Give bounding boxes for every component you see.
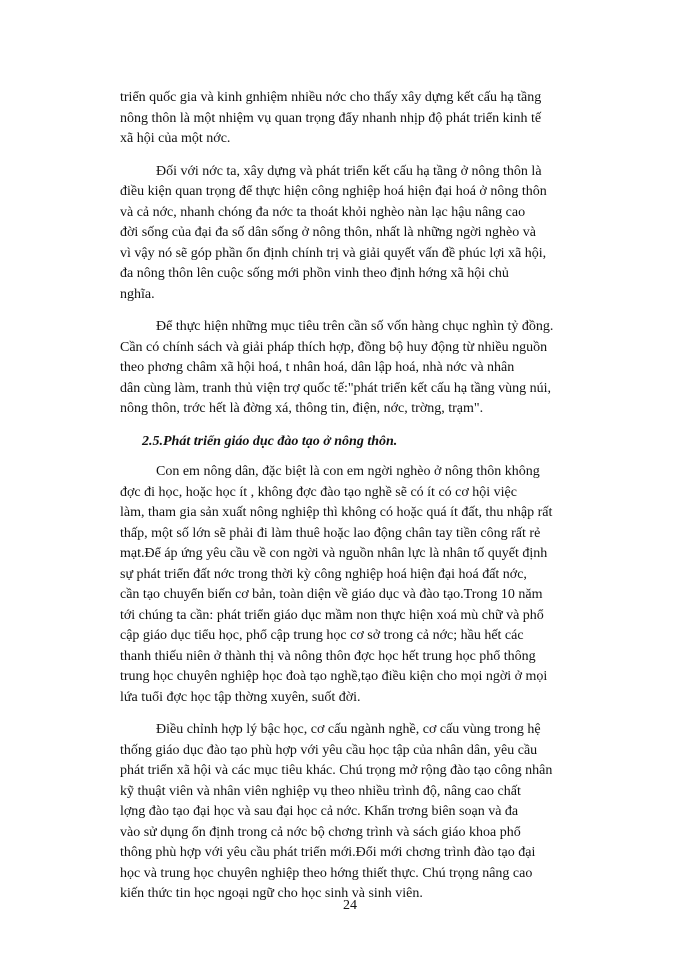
text-line: triển quốc gia và kinh gnhiệm nhiều nớc cho thấy xây dựng kết cấu hạ tầng (120, 90, 542, 105)
paragraph-intro-continuation (120, 88, 648, 150)
text-line: theo phơng châm xã hội hoá, t nhân hoá, dân lập hoá, nhà nớc và nhân (120, 360, 515, 375)
page-number: 24 (343, 898, 357, 913)
text-line: nông thôn là một nhiệm vụ quan trọng đẩy nhanh nhịp độ phát triển kinh tế (120, 110, 542, 126)
text-line: Cần có chính sách và giải pháp thích hợp, đồng bộ huy động từ nhiều nguồn (120, 339, 548, 355)
text-line: tới chúng ta cần: phát triển giáo dục mầm non thực hiện xoá mù chữ và phổ (120, 607, 544, 623)
text-line: nghĩa. (120, 286, 155, 302)
text-line: cần tạo chuyển biến cơ bản, toàn diện về giáo dục và đào tạo.Trong 10 năm (120, 587, 543, 602)
paragraph-infrastructure (120, 162, 648, 306)
text-line: lứa tuổi đợc học tập thờng xuyên, suốt đời. (120, 689, 361, 705)
paragraph-education-structure (120, 720, 648, 905)
text-line: và cả nớc, nhanh chóng đa nớc ta thoát khỏi nghèo nàn lạc hậu nâng cao (120, 204, 526, 220)
text-line: đợc đi học, hoặc học ít , không đợc đào tạo nghề sẽ có ít có cơ hội việc (120, 484, 517, 500)
text-line: đa nông thôn lên cuộc sống mới phồn vinh theo định hớng xã hội chủ (120, 266, 509, 281)
text-line: sự phát triển đất nớc trong thời kỳ công nghiệp hoá hiện đại hoá đất nớc, (120, 566, 527, 582)
text-line: lợng đào tạo đại học và sau đại học cả nớc. Khẩn trơng biên soạn và đa (120, 804, 519, 819)
text-line: vào sử dụng ổn định trong cả nớc bộ chơng trình và sách giáo khoa phổ (120, 824, 521, 840)
text-line: Đối với nớc ta, xây dựng và phát triển kết cấu hạ tầng ở nông thôn là (156, 163, 542, 179)
text-line: làm, tham gia sản xuất nông nghiệp thì không có hoặc quá ít đất, thu nhập rất (120, 505, 553, 520)
text-line: phát triển xã hội và các mục tiêu khác. Chú trọng mở rộng đào tạo công nhân (120, 763, 553, 778)
text-line: điều kiện quan trọng để thực hiện công nghiệp hoá hiện đại hoá ở nông thôn (120, 184, 547, 199)
paragraph-funding (120, 317, 648, 420)
paragraph-education (120, 462, 648, 708)
text-line: kiến thức tin học ngoại ngữ cho học sinh và sinh viên. (120, 886, 423, 901)
document-body (120, 88, 648, 917)
text-line: dân cùng làm, tranh thủ viện trợ quốc tế:"phát triển kết cấu hạ tầng vùng núi, (120, 380, 552, 396)
text-line: thanh thiếu niên ở thành thị và nông thôn đợc học hết trung học phổ thông (120, 648, 536, 664)
text-line: xã hội của một nớc. (120, 131, 231, 146)
text-line: thống giáo dục đào tạo phù hợp với yêu cầu học tập của nhân dân, yêu cầu (120, 742, 538, 758)
text-line: kỹ thuật viên và nhân viên nghiệp vụ theo nhiều trình độ, nâng cao chất (120, 783, 521, 799)
text-line: Con em nông dân, đặc biệt là con em ngời nghèo ở nông thôn không (156, 464, 540, 479)
text-line: học và trung học chuyên nghiệp theo hớng thiết thực. Chú trọng nâng cao (120, 865, 533, 881)
text-line: cập giáo dục tiểu học, phổ cập trung học cơ sở trong cả nớc; hầu hết các (120, 628, 524, 643)
text-line: thông phù hợp với yêu cầu phát triển mới.Đổi mới chơng trình đào tạo đại (120, 845, 536, 860)
text-line: nông thôn, trớc hết là đờng xá, thông tin, điện, nớc, trờng, trạm". (120, 401, 484, 416)
text-line: vì vậy nó sẽ góp phần ổn định chính trị và giải quyết vấn đề phúc lợi xã hội, (120, 245, 547, 261)
text-line: mạt.Để áp ứng yêu cầu về con ngời và nguồn nhân lực là nhân tố quyết định (120, 546, 548, 561)
text-line: Để thực hiện những mục tiêu trên cần số vốn hàng chục nghìn tỷ đồng. (156, 319, 554, 334)
section-heading: 2.5.Phát triển giáo dục đào tạo ở nông thôn. (142, 433, 398, 449)
text-line: Điều chỉnh hợp lý bậc học, cơ cấu ngành nghề, cơ cấu vùng trong hệ (156, 722, 541, 737)
text-line: trung học chuyên nghiệp học đoà tạo nghề,tạo điều kiện cho mọi ngời ở mọi (120, 669, 548, 684)
text-line: đời sống của đại đa số dân sống ở nông thôn, nhất là những ngời nghèo và (120, 225, 536, 240)
text-line: thấp, một số lớn sẽ phải đi làm thuê hoặc lao động chân tay tiền công rất rẻ (120, 525, 541, 541)
